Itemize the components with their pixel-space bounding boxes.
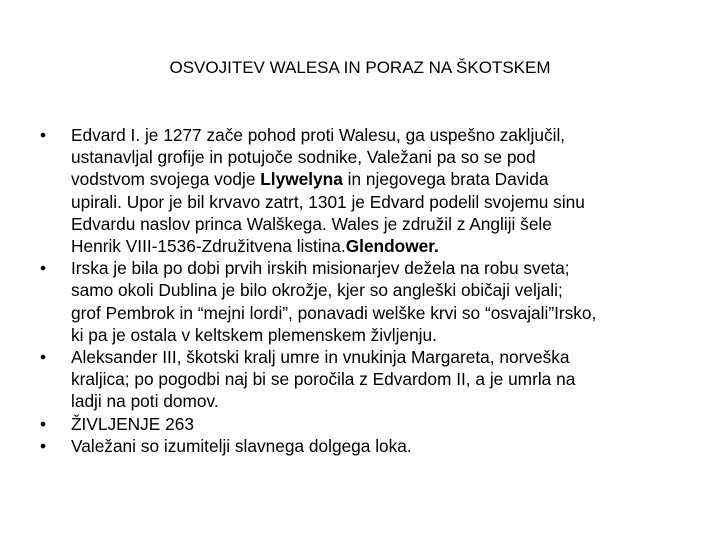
bullet-line bbox=[71, 235, 690, 257]
bullet-line bbox=[71, 168, 690, 190]
bullet-item bbox=[40, 257, 690, 346]
bold-name: Glendower. bbox=[345, 236, 439, 257]
bullet-text: in njegovega brata Davida bbox=[342, 169, 549, 190]
bullet-item bbox=[40, 124, 690, 257]
bullet-line: grof Pembrok in “mejni lordi”, ponavadi welške krvi so “osvajali”Irsko, bbox=[71, 302, 597, 323]
bullet-line: Valežani so izumitelji slavnega dolgega loka. bbox=[71, 435, 412, 456]
bullet-line: Edvard I. je 1277 zače pohod proti Walesu, ga uspešno zaključil, bbox=[71, 125, 566, 145]
bullet-line: ladji na poti domov. bbox=[71, 391, 219, 412]
bullet-list bbox=[40, 124, 690, 457]
bullet-item bbox=[40, 413, 690, 435]
bullet-line: kraljica; po pogodbi naj bi se poročila z Edvardom II, a je umrla na bbox=[71, 369, 576, 390]
bullet-line: ustanavljal grofije in potujoče sodnike, Valežani pa so se pod bbox=[71, 147, 536, 168]
bullet-line: samo okoli Dublina je bilo okrožje, kjer so angleški običaji veljali; bbox=[71, 280, 563, 301]
bullet-marker: • bbox=[40, 435, 47, 456]
bullet-line: Edvardu naslov princa Walškega. Wales je združil z Angliji šele bbox=[71, 213, 552, 234]
bullet-line: upirali. Upor je bil krvavo zatrt, 1301 je Edvard podelil svojemu sinu bbox=[71, 191, 585, 212]
bullet-line: ŽIVLJENJE 263 bbox=[71, 413, 194, 434]
bullet-marker: • bbox=[40, 258, 47, 279]
bullet-text: vodstvom svojega vodje bbox=[71, 169, 261, 190]
bullet-line: ki pa je ostala v keltskem plemenskem življenju. bbox=[71, 324, 437, 345]
bullet-item bbox=[40, 346, 690, 413]
bullet-marker: • bbox=[40, 125, 47, 145]
bullet-line: Aleksander III, škotski kralj umre in vnukinja Margareta, norveška bbox=[71, 347, 570, 368]
bullet-marker: • bbox=[40, 413, 47, 434]
bold-name: Llywelyna bbox=[260, 169, 343, 190]
bullet-line: Irska je bila po dobi prvih irskih misionarjev dežela na robu sveta; bbox=[71, 258, 570, 279]
bullet-marker: • bbox=[40, 347, 47, 368]
bullet-text: Henrik VIII-1536-Združitvena listina. bbox=[71, 236, 346, 257]
slide-title: OSVOJITEV WALESA IN PORAZ NA ŠKOTSKEM bbox=[169, 58, 551, 77]
bullet-item bbox=[40, 435, 690, 457]
